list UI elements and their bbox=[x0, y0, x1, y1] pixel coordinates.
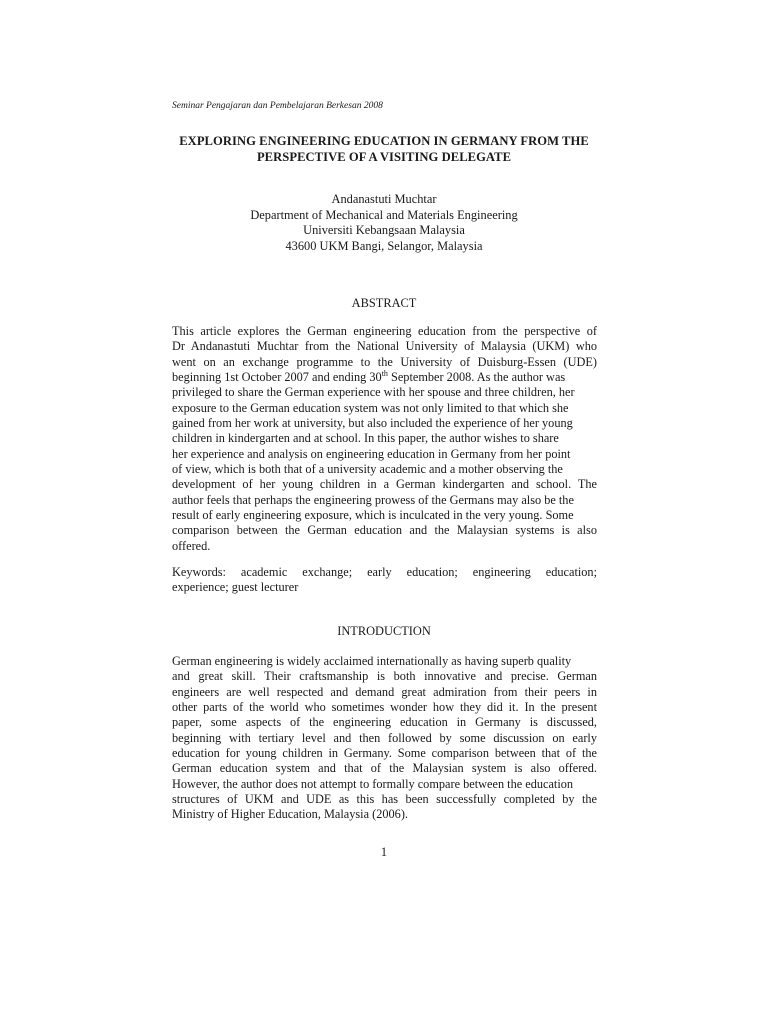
introduction-heading: INTRODUCTION bbox=[337, 624, 431, 638]
abstract-line: development of her young children in a German kindergarten and school. The bbox=[172, 477, 597, 492]
keywords-line: Keywords: academic exchange; early education; engineering education; bbox=[172, 565, 597, 579]
abstract-line: exposure to the German education system was not only limited to that which she bbox=[172, 400, 569, 415]
abstract-line: of view, which is both that of a university academic and a mother observing the bbox=[172, 462, 563, 477]
author-department: Department of Mechanical and Materials Engineering bbox=[250, 207, 518, 222]
introduction-line: Ministry of Higher Education, Malaysia (2006). bbox=[172, 807, 408, 822]
introduction-line: structures of UKM and UDE as this has been successfully completed by the bbox=[172, 792, 597, 807]
abstract-line: offered. bbox=[172, 538, 211, 553]
abstract-paragraph bbox=[172, 324, 597, 554]
paper-title-line: PERSPECTIVE OF A VISITING DELEGATE bbox=[256, 150, 512, 164]
introduction-line: German education system and that of the Malaysian system is also offered. bbox=[172, 761, 597, 776]
introduction-line: education for young children in Germany. Some comparison between that of the bbox=[172, 746, 597, 761]
keywords-line: experience; guest lecturer bbox=[172, 580, 299, 595]
introduction-line: beginning with tertiary level and then followed by some discussion on early bbox=[172, 730, 597, 745]
introduction-line: German engineering is widely acclaimed internationally as having superb quality bbox=[172, 654, 572, 668]
introduction-line: other parts of the world who sometimes wonder how they did it. In the present bbox=[172, 700, 597, 715]
running-header: Seminar Pengajaran dan Pembelajaran Berkesan 2008 bbox=[172, 101, 383, 111]
abstract-line-text: beginning 1st October 2007 and ending 30 bbox=[172, 370, 382, 385]
paper-title bbox=[150, 133, 618, 165]
paper-title-line: EXPLORING ENGINEERING EDUCATION IN GERMANY FROM THE bbox=[179, 134, 589, 148]
abstract-line-text: September 2008. As the author was bbox=[387, 370, 566, 385]
page-number: 1 bbox=[380, 845, 388, 859]
keywords-paragraph bbox=[172, 565, 597, 596]
abstract-line: children in kindergarten and at school. In this paper, the author wishes to share bbox=[172, 431, 559, 446]
introduction-paragraph bbox=[172, 654, 597, 823]
ordinal-superscript: th bbox=[381, 368, 388, 378]
author-name: Andanastuti Muchtar bbox=[331, 192, 437, 206]
abstract-line: author feels that perhaps the engineering prowess of the Germans may also be the bbox=[172, 492, 574, 507]
abstract-line: her experience and analysis on engineering education in Germany from her point bbox=[172, 446, 571, 461]
author-block bbox=[200, 192, 568, 254]
introduction-line: However, the author does not attempt to formally compare between the education bbox=[172, 776, 574, 791]
abstract-line: privileged to share the German experience with her spouse and three children, her bbox=[172, 385, 575, 400]
abstract-line: went on an exchange programme to the University of Duisburg-Essen (UDE) bbox=[172, 354, 597, 369]
abstract-line: This article explores the German engineering education from the perspective of bbox=[172, 324, 597, 338]
author-address: 43600 UKM Bangi, Selangor, Malaysia bbox=[285, 238, 483, 253]
introduction-line: and great skill. Their craftsmanship is both innovative and precise. German bbox=[172, 669, 597, 684]
abstract-line: gained from her work at university, but also included the experience of her young bbox=[172, 416, 573, 431]
author-university: Universiti Kebangsaan Malaysia bbox=[303, 223, 465, 237]
abstract-heading: ABSTRACT bbox=[351, 296, 417, 310]
abstract-line: result of early engineering exposure, which is inculcated in the very young. Some bbox=[172, 508, 574, 523]
abstract-line: comparison between the German education and the Malaysian systems is also bbox=[172, 523, 597, 538]
abstract-line bbox=[172, 370, 597, 385]
introduction-line: engineers are well respected and demand great admiration from their peers in bbox=[172, 684, 597, 699]
introduction-line: paper, some aspects of the engineering education in Germany is discussed, bbox=[172, 715, 597, 730]
abstract-line: Dr Andanastuti Muchtar from the National University of Malaysia (UKM) who bbox=[172, 339, 597, 354]
